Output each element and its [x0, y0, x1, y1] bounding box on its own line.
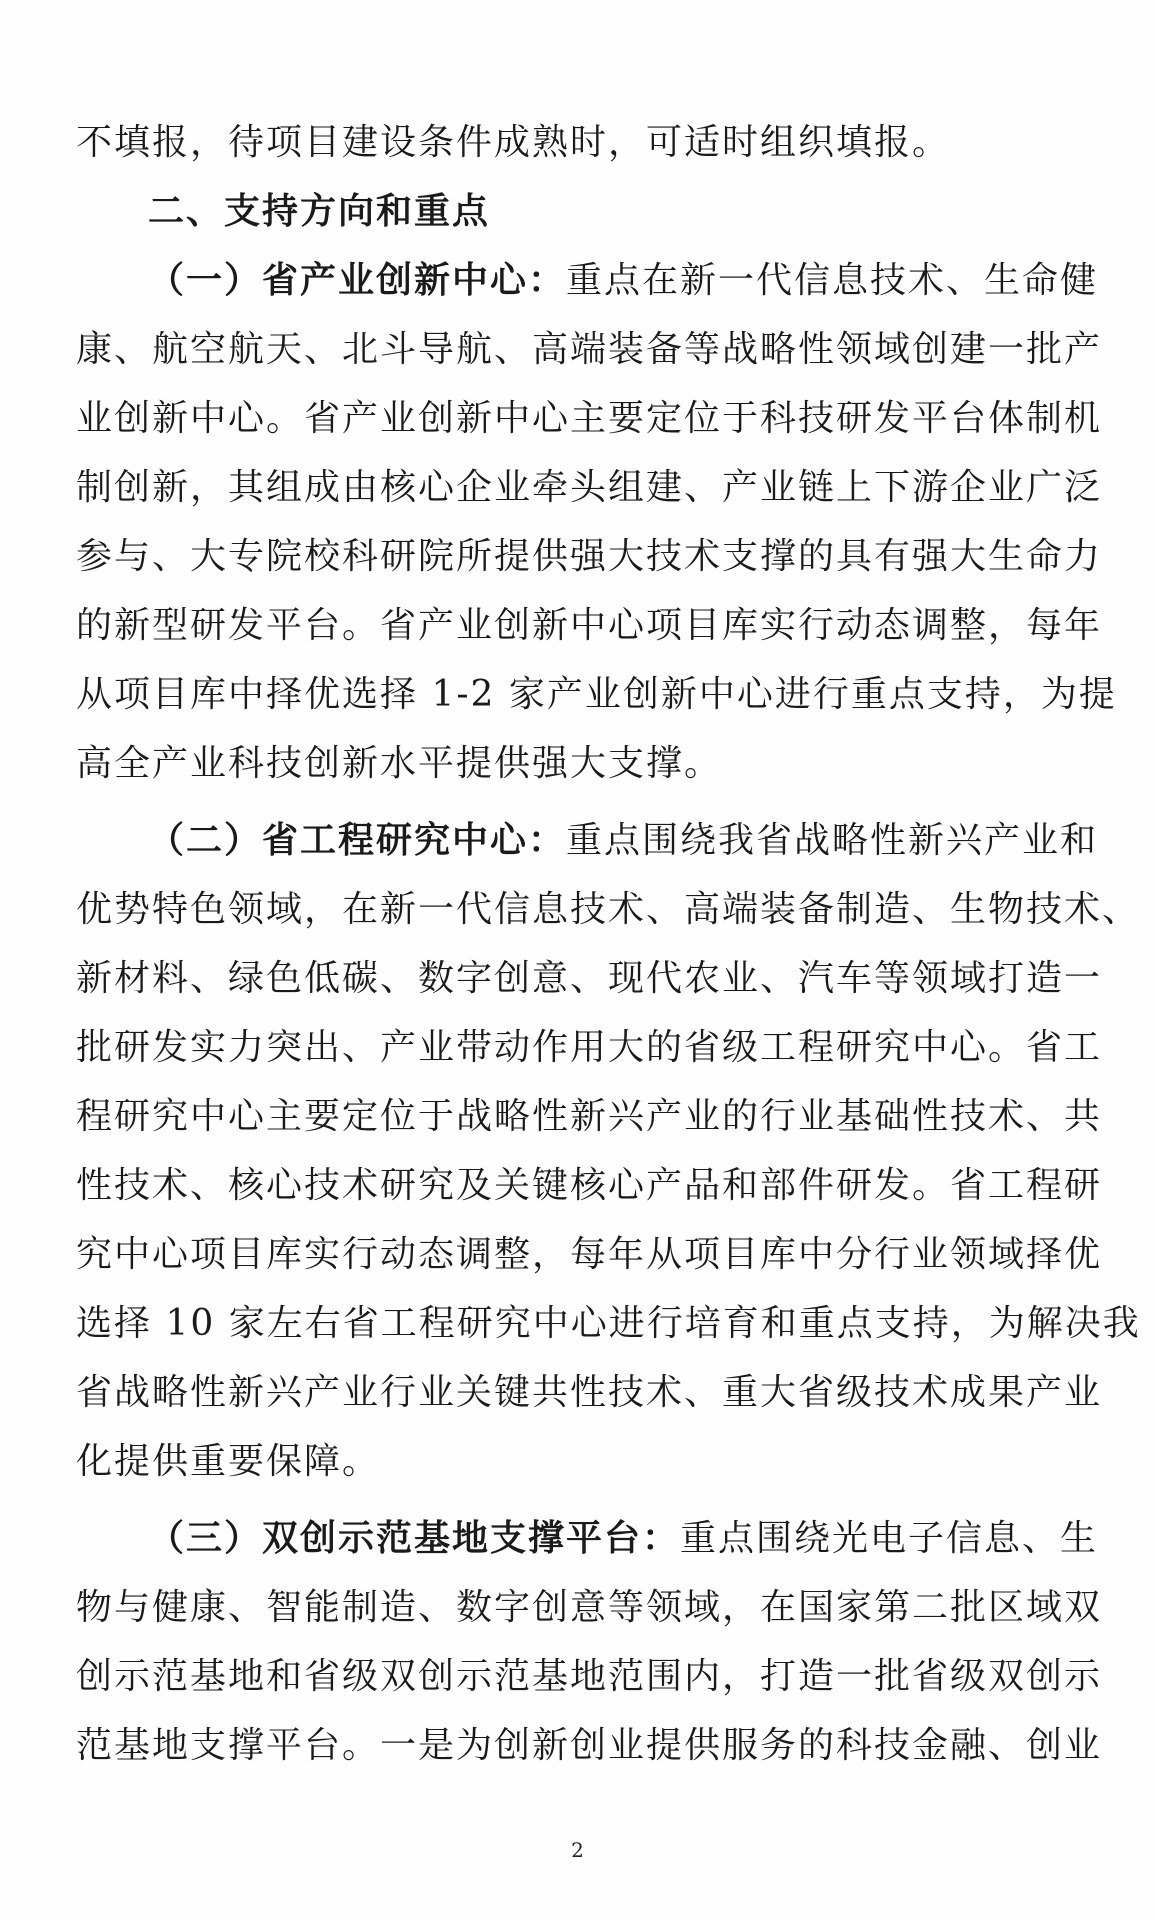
subsection-text: 重点在新一代信息技术、生命健	[566, 260, 1099, 301]
text-line: 业创新中心。省产业创新中心主要定位于科技研发平台体制机	[76, 398, 1103, 439]
text-line: 不填报，待项目建设条件成熟时，可适时组织填报。	[76, 122, 951, 163]
subsection-text: 重点围绕光电子信息、生	[680, 1518, 1099, 1559]
text-line: 的新型研发平台。省产业创新中心项目库实行动态调整，每年	[76, 605, 1103, 646]
paragraph-gap	[76, 798, 1106, 806]
text-line: 新材料、绿色低碳、数字创意、现代农业、汽车等领域打造一	[76, 958, 1103, 999]
subsection-title: （三）双创示范基地支撑平台：	[148, 1517, 681, 1559]
text-line: 批研发实力突出、产业带动作用大的省级工程研究中心。省工	[76, 1027, 1103, 1068]
text-line: 化提供重要保障。	[76, 1441, 381, 1482]
text-line: 创示范基地和省级双创示范基地范围内，打造一批省级双创示	[76, 1656, 1103, 1697]
text-line: 程研究中心主要定位于战略性新兴产业的行业基础性技术、共	[76, 1096, 1103, 1137]
text-line: 究中心项目库实行动态调整，每年从项目库中分行业领域择优	[76, 1234, 1103, 1275]
subsection-title: （一）省产业创新中心：	[148, 259, 567, 301]
page-number: 2	[571, 1838, 584, 1862]
subsection-line	[76, 246, 1106, 315]
text-line: 范基地支撑平台。一是为创新创业提供服务的科技金融、创业	[76, 1725, 1103, 1766]
text-line: 物与健康、智能制造、数字创意等领域，在国家第二批区域双	[76, 1587, 1103, 1628]
text-line: 选择 10 家左右省工程研究中心进行培育和重点支持，为解决我	[76, 1303, 1141, 1344]
subsection-text: 重点围绕我省战略性新兴产业和	[566, 820, 1099, 861]
text-line: 制创新，其组成由核心企业牵头组建、产业链上下游企业广泛	[76, 467, 1103, 508]
paragraph-gap	[76, 1496, 1106, 1504]
section-heading: 二、支持方向和重点	[148, 191, 491, 232]
text-line: 高全产业科技创新水平提供强大支撑。	[76, 743, 723, 784]
text-line: 康、航空航天、北斗导航、高端装备等战略性领域创建一批产	[76, 329, 1103, 370]
text-line: 性技术、核心技术研究及关键核心产品和部件研发。省工程研	[76, 1165, 1103, 1206]
text-line: 从项目库中择优选择 1-2 家产业创新中心进行重点支持，为提	[76, 674, 1117, 715]
text-line: 优势特色领域，在新一代信息技术、高端装备制造、生物技术、	[76, 889, 1141, 930]
text-line: 参与、大专院校科研院所提供强大技术支撑的具有强大生命力	[76, 536, 1103, 577]
text-line: 省战略性新兴产业行业关键共性技术、重大省级技术成果产业	[76, 1372, 1103, 1413]
subsection-line	[76, 1504, 1106, 1573]
subsection-title: （二）省工程研究中心：	[148, 819, 567, 861]
body-text	[76, 108, 1141, 1780]
subsection-line	[76, 806, 1106, 875]
